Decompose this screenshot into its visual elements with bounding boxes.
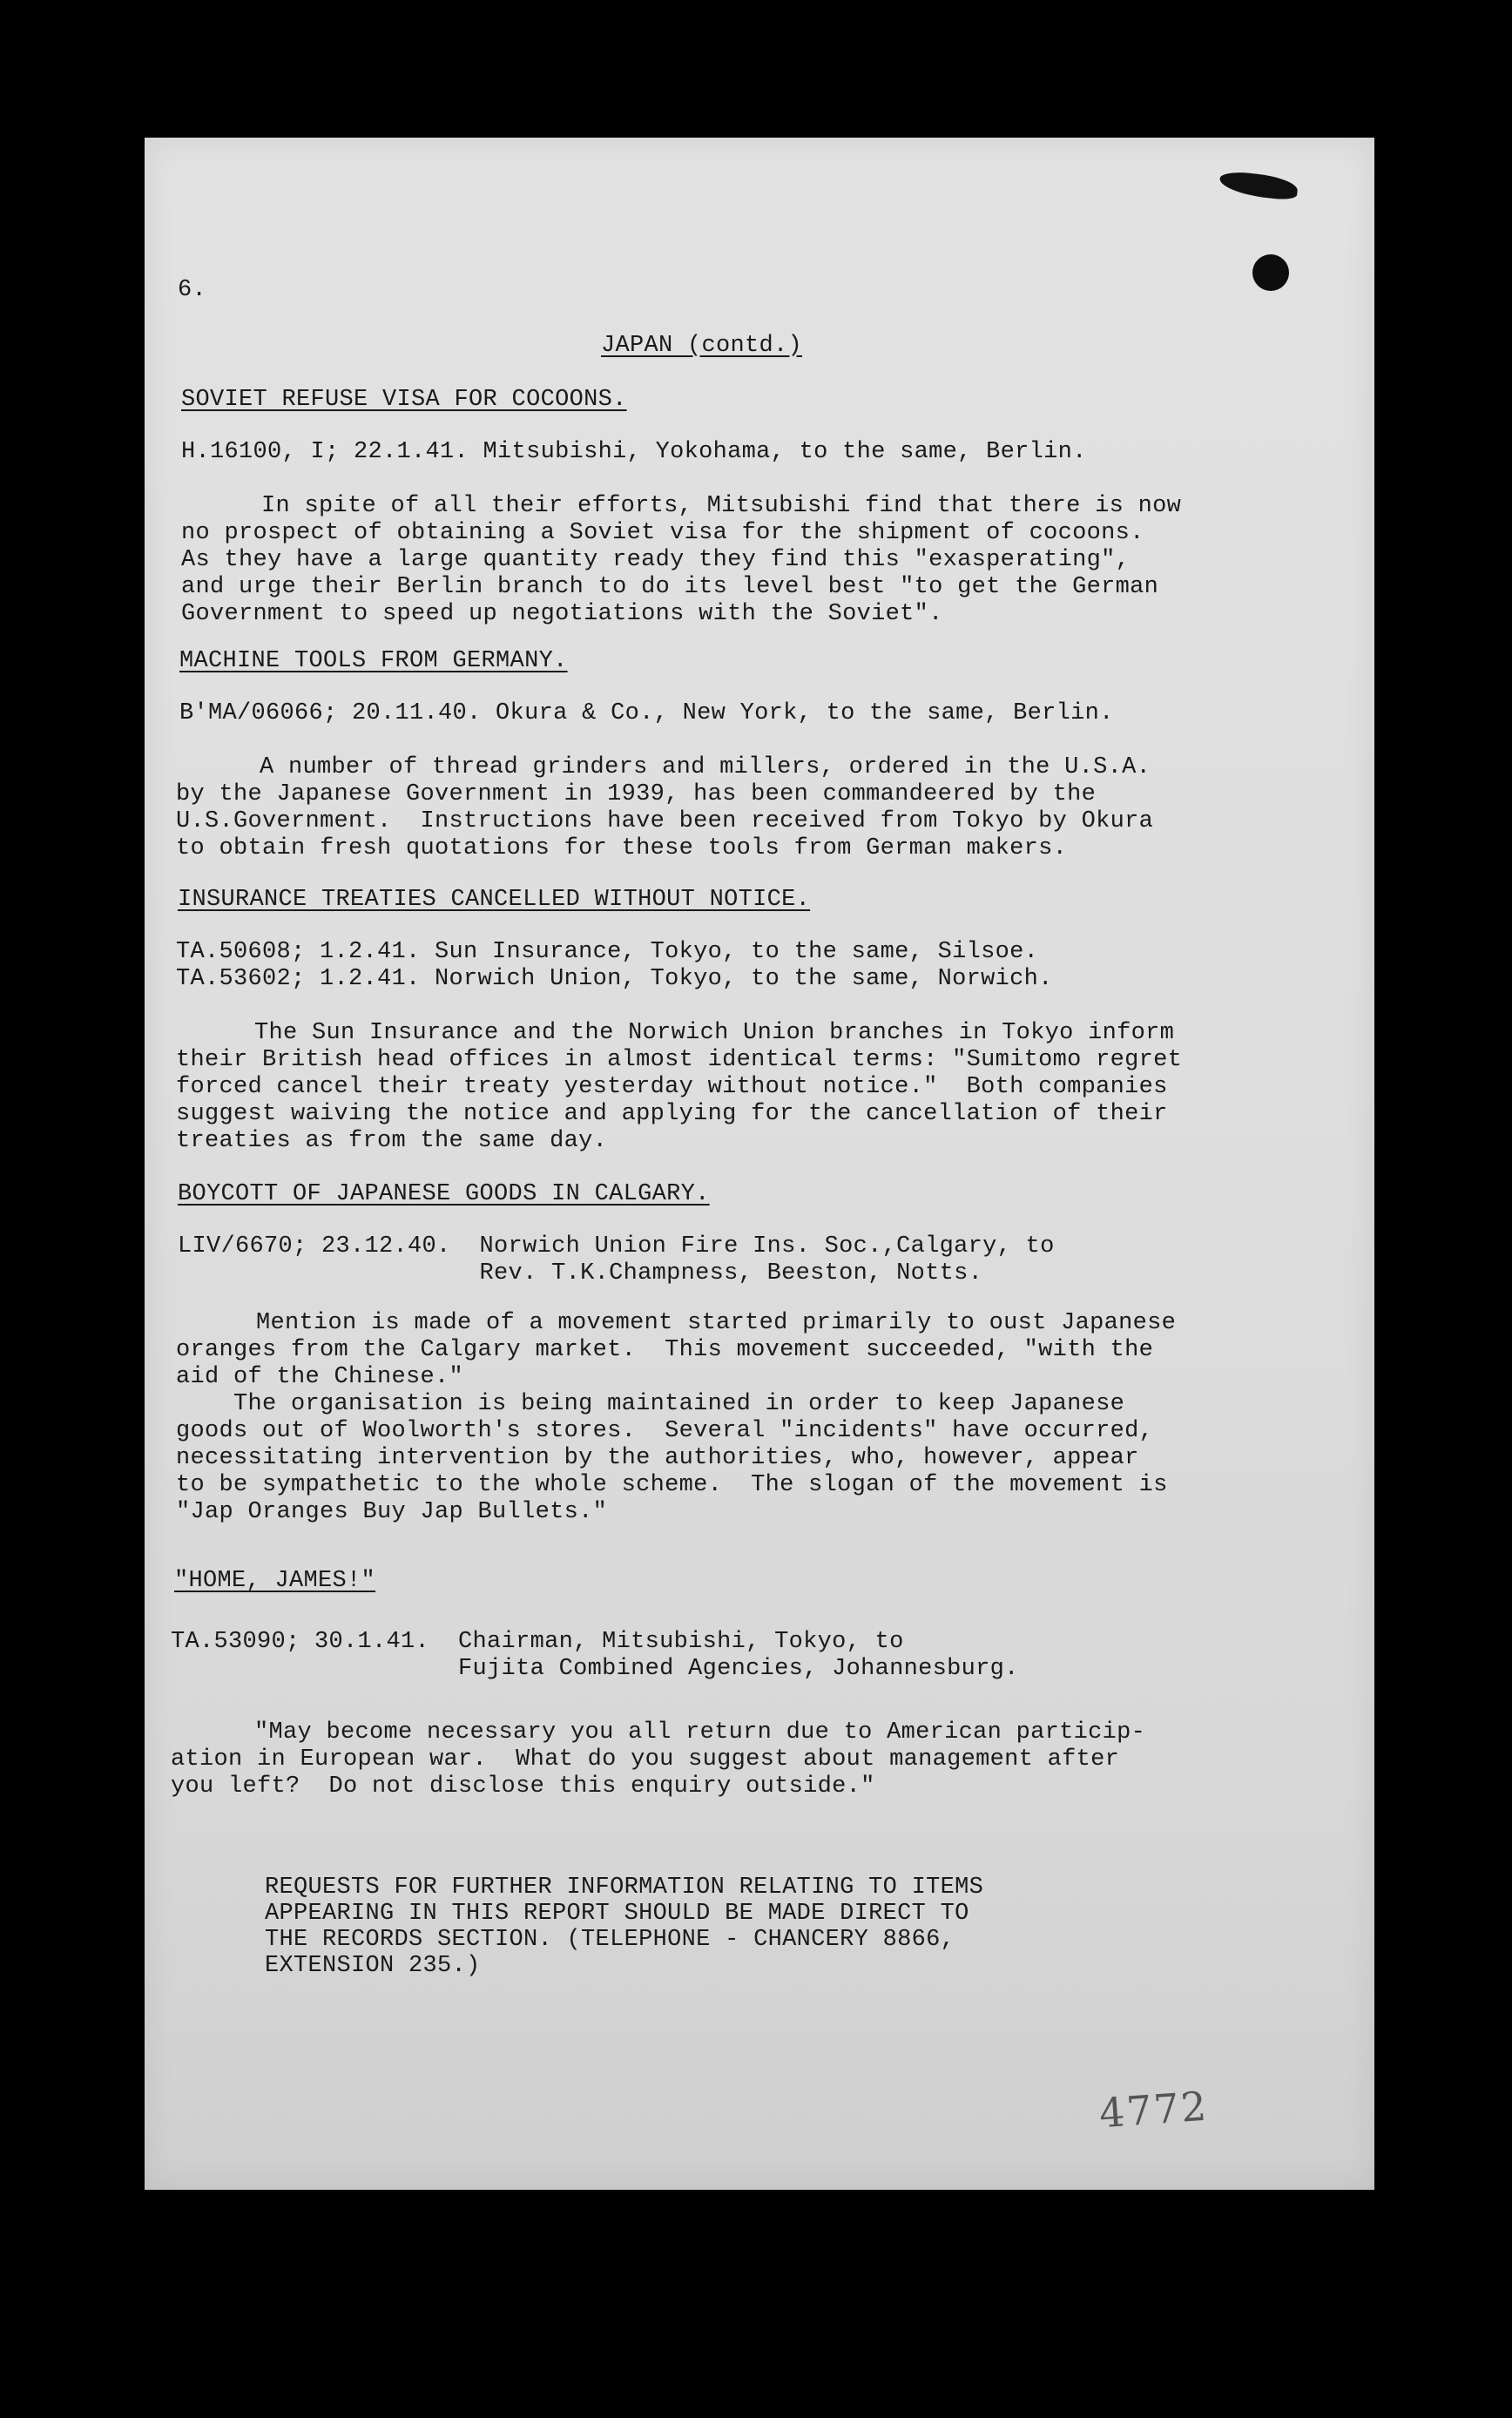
section-reference: TA.53090; 30.1.41. Chairman, Mitsubishi, Tokyo, to: [171, 1629, 904, 1655]
section-heading: INSURANCE TREATIES CANCELLED WITHOUT NOTICE.: [178, 887, 811, 913]
page-header: JAPAN (contd.): [601, 333, 803, 359]
section-reference: B'MA/06066; 20.11.40. Okura & Co., New York, to the same, Berlin.: [179, 700, 1114, 726]
section-reference: LIV/6670; 23.12.40. Norwich Union Fire Ins. Soc.,Calgary, to: [178, 1233, 1055, 1260]
section-body: Mention is made of a movement started primarily to oust Japanese oranges from the Calgary market. This movement succeeded, "with the aid of the Chinese." The organisation is being maintained in order to keep Japanese goods out of Woolworth's stores. Several "incidents" have occurred, necessitating intervention by the authorities, who, however, appear to be sympathetic to the whole scheme. The slogan of the movement is "Jap Oranges Buy Jap Bullets.": [176, 1310, 1177, 1525]
section-heading: MACHINE TOOLS FROM GERMANY.: [179, 648, 568, 674]
section-reference: TA.50608; 1.2.41. Sun Insurance, Tokyo, to the same, Silsoe.: [176, 939, 1039, 965]
document-page: [145, 138, 1374, 2190]
section-reference: Rev. T.K.Champness, Beeston, Notts.: [178, 1260, 983, 1287]
handwritten-number: 4772: [1097, 2082, 1210, 2138]
page-number: 6.: [178, 277, 207, 303]
section-reference: Fujita Combined Agencies, Johannesburg.: [171, 1656, 1019, 1682]
section-body: In spite of all their efforts, Mitsubishi find that there is now no prospect of obtaining a Soviet visa for the shipment of cocoons. As they have a large quantity ready they find this "exasperating", and urge their Berlin branch to do its level best "to get the German Government to speed up negotiations with the Soviet".: [181, 493, 1182, 627]
section-body: The Sun Insurance and the Norwich Union branches in Tokyo inform their British head offices in almost identical terms: "Sumitomo regret forced cancel their treaty yesterday without notice." Both companies suggest waiving the notice and applying for the cancellation of their treaties as from the same day.: [176, 1020, 1183, 1154]
section-body: "May become necessary you all return due to American particip- ation in European war. What do you suggest about management after you left? Do not disclose this enquiry outside.": [171, 1719, 1146, 1800]
section-heading: BOYCOTT OF JAPANESE GOODS IN CALGARY.: [178, 1181, 710, 1207]
section-reference: H.16100, I; 22.1.41. Mitsubishi, Yokohama, to the same, Berlin.: [181, 439, 1087, 465]
section-heading: "HOME, JAMES!": [174, 1568, 376, 1594]
section-reference: TA.53602; 1.2.41. Norwich Union, Tokyo, to the same, Norwich.: [176, 966, 1053, 992]
footer-note: REQUESTS FOR FURTHER INFORMATION RELATING TO ITEMS APPEARING IN THIS REPORT SHOULD BE MADE DIRECT TO THE RECORDS SECTION. (TELEPHONE - CHANCERY 8866, EXTENSION 235.): [265, 1874, 984, 1979]
punch-hole-mark: [1252, 254, 1289, 291]
section-heading: SOVIET REFUSE VISA FOR COCOONS.: [181, 387, 627, 413]
section-body: A number of thread grinders and millers, ordered in the U.S.A. by the Japanese Government in 1939, has been commandeered by the U.S.Government. Instructions have been received from Tokyo by Okura to obtain fresh quotations for these tools from German makers.: [176, 754, 1154, 861]
